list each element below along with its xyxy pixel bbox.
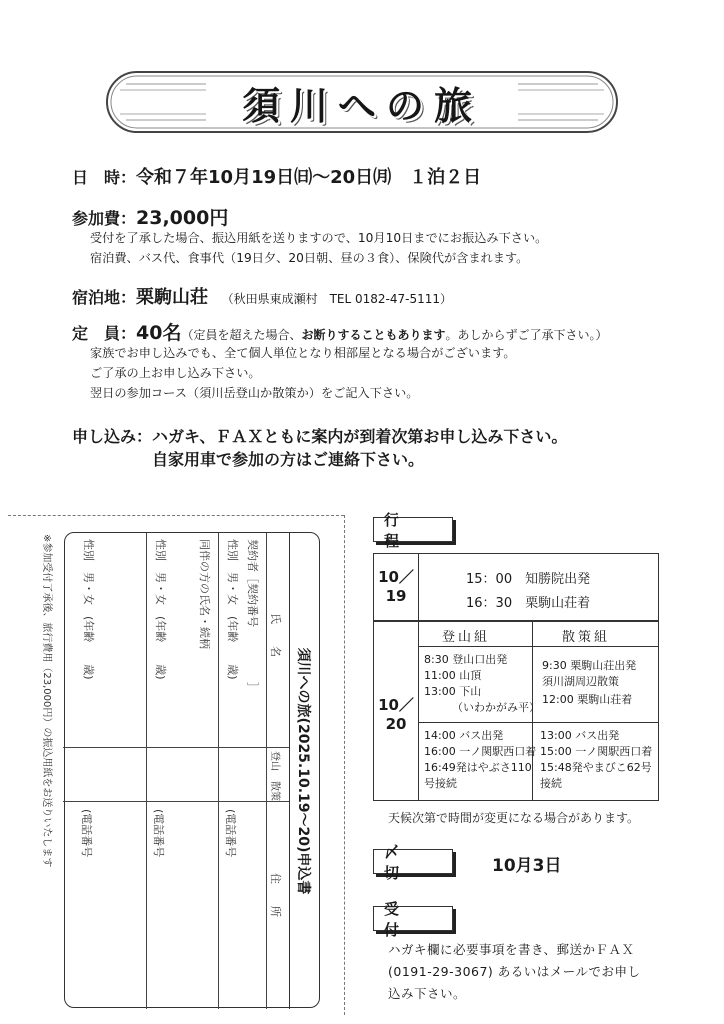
walk-pm-1: 13:00 バス出発 [540, 729, 620, 742]
reception-heading: 受 付 [373, 906, 453, 931]
row3-phone[interactable]: (電話番号 [80, 809, 93, 858]
day1-item-2: 16：30 栗駒山荘着 [466, 596, 591, 611]
form-frame [64, 532, 320, 1008]
row1-gender-age[interactable]: 性別 男・女 (年齢 歳) [226, 539, 239, 680]
capacity-note-2: ご了承の上お申し込み下さい。 [90, 366, 261, 380]
deadline-value: 10月3日 [492, 856, 562, 876]
day2-date: 10／20 [378, 696, 414, 733]
row2-gender-age[interactable]: 性別 男・女 (年齢 歳) [154, 539, 167, 680]
capacity-paren-bold: お断りすることもあります [301, 328, 446, 342]
form-note: ※参加受付了承後、旅行費用（23,000円）の振込用紙をお送りいたします [41, 534, 52, 868]
deadline-heading: 〆 切 [373, 849, 453, 874]
cut-line-vertical [344, 515, 345, 1015]
col-name-header: 氏 名 [269, 613, 282, 657]
capacity-paren-close: 。あしからずご了承下さい。） [445, 328, 608, 342]
row3-gender-age[interactable]: 性別 男・女 (年齢 歳) [82, 539, 95, 680]
fee-value: 23,000円 [136, 207, 229, 229]
reception-line-3: 込み下さい。 [388, 986, 467, 1001]
capacity-label: 定 員： [72, 324, 137, 343]
cut-line-horizontal [8, 515, 344, 516]
walk-am-2: 須川湖周辺散策 [542, 675, 619, 688]
row1-phone[interactable]: (電話番号 [224, 809, 237, 858]
climb-pm-3: 16:49発はやぶさ110 [424, 761, 532, 774]
lodging-value: 栗駒山荘 [136, 287, 209, 308]
walk-header: 散策組 [562, 630, 611, 645]
walk-am-1: 9:30 栗駒山荘出発 [542, 659, 637, 672]
application-form [32, 532, 320, 1008]
itinerary-note: 天候次第で時間が変更になる場合があります。 [388, 811, 640, 825]
apply-line-2: 自家用車で参加の方はご連絡下さい。 [152, 450, 425, 469]
date-label: 日 時： [72, 168, 137, 187]
lodging-label: 宿泊地： [72, 288, 137, 307]
page-title: 須川への旅 [241, 83, 482, 128]
climb-am-1: 8:30 登山口出発 [424, 653, 508, 666]
lodging-detail: （秋田県東成瀬村 TEL 0182-47-5111） [221, 292, 453, 306]
walk-pm-4: 接続 [540, 777, 562, 790]
title-banner [106, 70, 618, 134]
capacity-value: 40名 [136, 322, 182, 344]
climb-pm-4: 号接続 [424, 777, 457, 790]
capacity-paren-open: （定員を超えた場合、 [181, 328, 302, 342]
reception-line-1: ハガキ欄に必要事項を書き、郵送かＦＡＸ [388, 942, 635, 957]
itinerary-table [373, 553, 659, 801]
climb-am-4: （いわかがみ平） [452, 701, 540, 714]
date-row [72, 163, 481, 189]
capacity-note-1: 家族でお申し込みでも、全て個人単位となり相部屋となる場合がございます。 [90, 346, 516, 360]
walk-pm-2: 15:00 一ノ関駅西口着 [540, 745, 653, 758]
climb-header: 登山組 [442, 630, 491, 645]
reception-line-2: (0191-29-3067) あるいはメールでお申し [388, 964, 641, 979]
climb-pm-1: 14:00 バス出発 [424, 729, 504, 742]
climb-am-3: 13:00 下山 [424, 685, 482, 698]
climb-am-2: 11:00 山頂 [424, 669, 482, 682]
walk-am-3: 12:00 栗駒山荘着 [542, 693, 633, 706]
date-value: 令和７年10月19日㈰～20日㈪ １泊２日 [136, 167, 482, 188]
row2-phone[interactable]: (電話番号 [152, 809, 165, 858]
col-course-header: 登山 散策 [269, 751, 280, 801]
col-address-header: 住 所 [269, 873, 282, 917]
apply-line-1: 申し込み：ハガキ、ＦＡＸともに案内が到着次第お申し込み下さい。 [72, 427, 568, 446]
companion-label: 同伴の方の氏名・続柄 [198, 539, 211, 649]
row1-contract[interactable]: 契約者［契約番号 ］ [246, 539, 259, 693]
capacity-note-3: 翌日の参加コース（須川岳登山か散策か）をご記入下さい。 [90, 386, 419, 400]
day1-date: 10／19 [378, 568, 414, 605]
climb-pm-2: 16:00 一ノ関駅西口着 [424, 745, 537, 758]
fee-note-1: 受付を了承した場合、振込用紙を送りますので、10月10日までにお振込み下さい。 [90, 231, 548, 245]
day1-item-1: 15：00 知勝院出発 [466, 572, 591, 587]
form-title: 須川への旅(2025.10.19～20)申込書 [289, 533, 319, 1009]
fee-row [72, 203, 228, 230]
fee-note-2: 宿泊費、バス代、食事代（19日夕、20日朝、昼の３食）、保険代が含まれます。 [90, 251, 529, 265]
capacity-row [72, 318, 608, 345]
itinerary-heading: 行 程 [373, 517, 453, 542]
fee-label: 参加費： [72, 209, 137, 228]
walk-pm-3: 15:48発やまびこ62号 [540, 761, 652, 774]
lodging-row [72, 283, 452, 309]
